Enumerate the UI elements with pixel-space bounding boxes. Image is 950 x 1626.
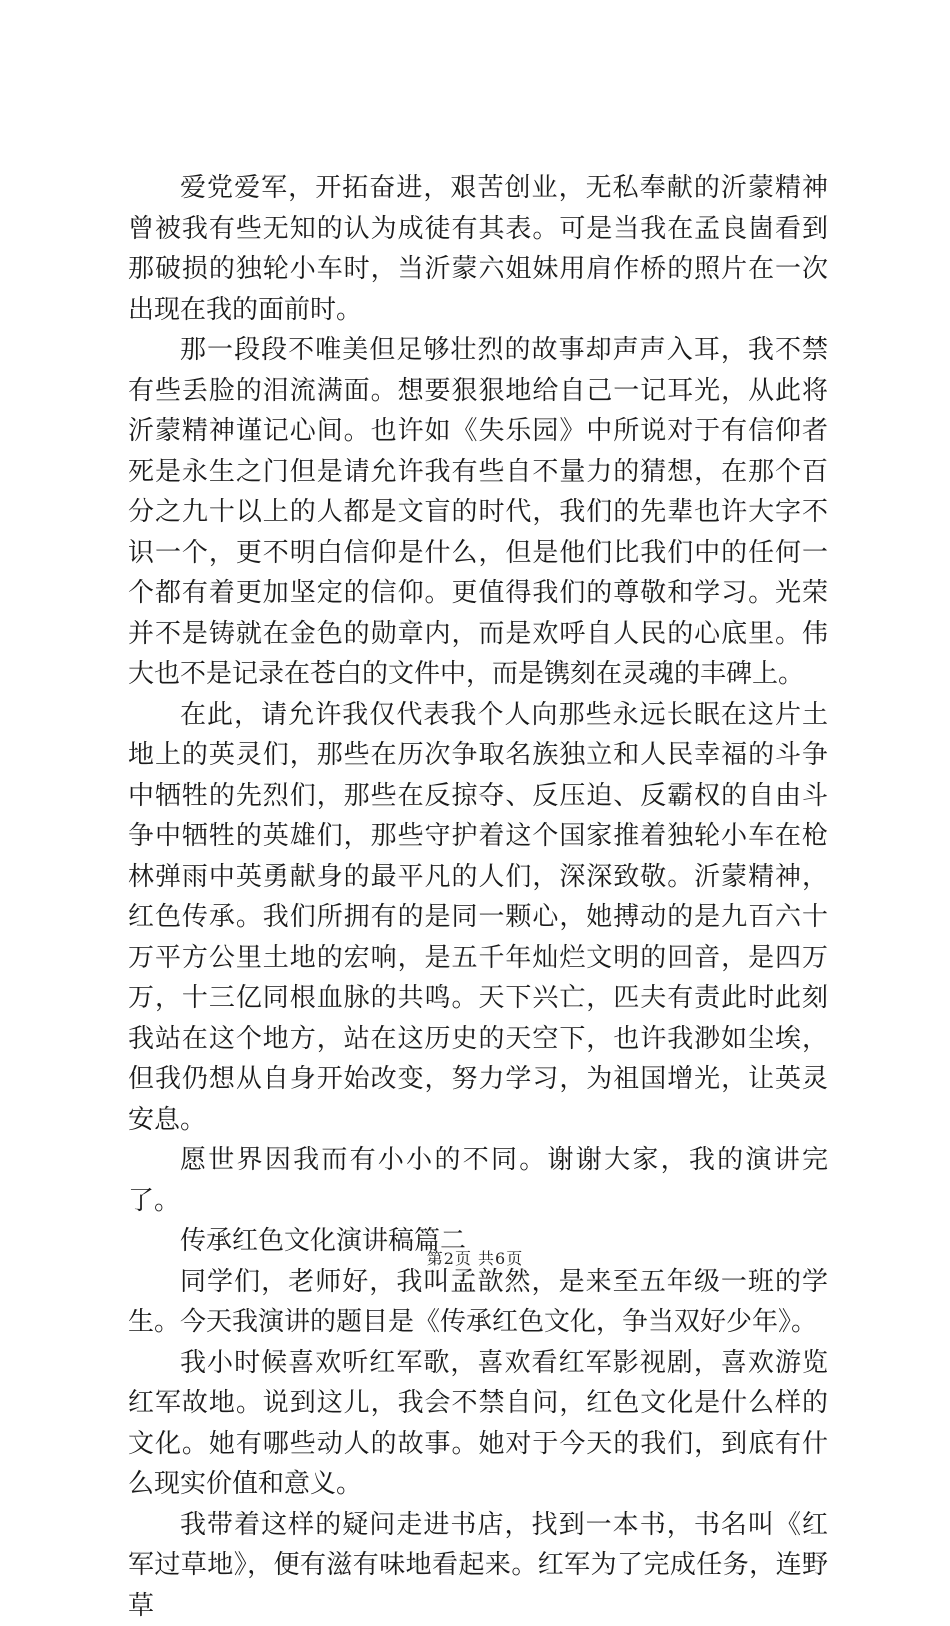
paragraph: 我小时候喜欢听红军歌，喜欢看红军影视剧，喜欢游览红军故地。说到这儿，我会不禁自问，红色文化是什么样的文化。她有哪些动人的故事。她对于今天的我们，到底有什么现实价值和意义。 — [128, 1343, 828, 1505]
paragraph: 爱党爱军，开拓奋进，艰苦创业，无私奉献的沂蒙精神曾被我有些无知的认为成徒有其表。可是当我在孟良崮看到那破损的独轮小车时，当沂蒙六姐妹用肩作桥的照片在一次出现在我的面前时。 — [128, 168, 828, 330]
section-heading: 传承红色文化演讲稿篇二 — [128, 1221, 828, 1262]
paragraph: 那一段段不唯美但足够壮烈的故事却声声入耳，我不禁有些丢脸的泪流满面。想要狠狠地给自己一记耳光，从此将沂蒙精神谨记心间。也许如《失乐园》中所说对于有信仰者死是永生之门但是请允许我有些自不量力的猜想，在那个百分之九十以上的人都是文盲的时代，我们的先辈也许大字不识一个，更不明白信仰是什么，但是他们比我们中的任何一个都有着更加坚定的信仰。更值得我们的尊敬和学习。光荣并不是铸就在金色的勋章内，而是欢呼自人民的心底里。伟大也不是记录在苍白的文件中，而是镌刻在灵魂的丰碑上。 — [128, 330, 828, 695]
page-number-footer: 第2页 共6页 — [0, 1246, 950, 1269]
body-text — [128, 168, 828, 1626]
paragraph: 我带着这样的疑问走进书店，找到一本书，书名叫《红军过草地》，便有滋有味地看起来。红军为了完成任务，连野草 — [128, 1505, 828, 1626]
paragraph: 愿世界因我而有小小的不同。谢谢大家，我的演讲完了。 — [128, 1140, 828, 1221]
paragraph: 在此，请允许我仅代表我个人向那些永远长眠在这片土地上的英灵们，那些在历次争取名族独立和人民幸福的斗争中牺牲的先烈们，那些在反掠夺、反压迫、反霸权的自由斗争中牺牲的英雄们，那些守护着这个国家推着独轮小车在枪林弹雨中英勇献身的最平凡的人们，深深致敬。沂蒙精神，红色传承。我们所拥有的是同一颗心，她搏动的是九百六十万平方公里土地的宏响，是五千年灿烂文明的回音，是四万万，十三亿同根血脉的共鸣。天下兴亡，匹夫有责此时此刻我站在这个地方，站在这历史的天空下，也许我渺如尘埃，但我仍想从自身开始改变，努力学习，为祖国增光，让英灵安息。 — [128, 695, 828, 1141]
paragraph: 同学们，老师好，我叫孟歆然，是来至五年级一班的学生。今天我演讲的题目是《传承红色文化，争当双好少年》。 — [128, 1262, 828, 1343]
